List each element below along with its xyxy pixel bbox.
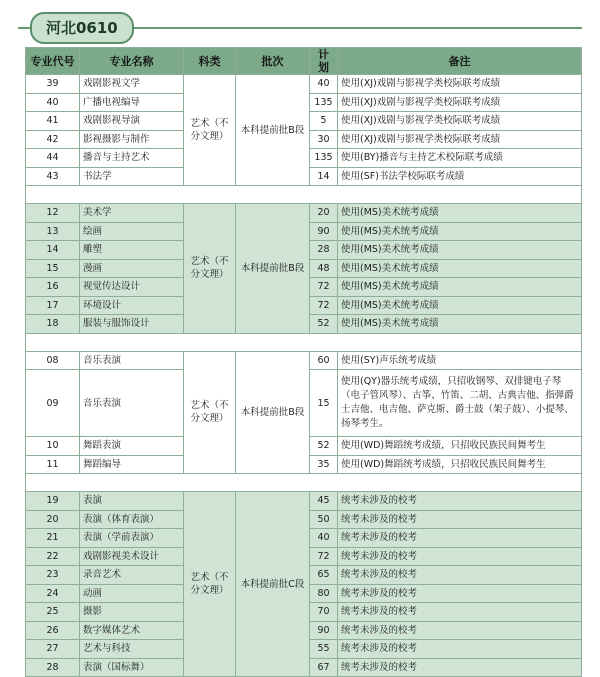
cell-name: 音乐表演: [80, 370, 184, 437]
cell-note: 使用(WD)舞蹈统考成绩，只招收民族民间舞考生: [338, 437, 582, 456]
cell-plan: 90: [310, 621, 338, 640]
cell-batch: 本科提前批C段: [236, 492, 310, 677]
cell-code: 10: [26, 437, 80, 456]
cell-note: 使用(XJ)戏剧与影视学类校际联考成绩: [338, 93, 582, 112]
cell-category: 艺术（不分文理）: [184, 75, 236, 186]
cell-code: 15: [26, 259, 80, 278]
cell-code: 44: [26, 149, 80, 168]
cell-name: 艺术与科技: [80, 640, 184, 659]
cell-name: 舞蹈表演: [80, 437, 184, 456]
cell-note: 使用(SF)书法学校际联考成绩: [338, 167, 582, 186]
table-header-row: [26, 48, 582, 75]
header-category: 科类: [184, 48, 236, 75]
cell-plan: 72: [310, 278, 338, 297]
cell-name: 动画: [80, 584, 184, 603]
cell-code: 08: [26, 351, 80, 370]
cell-note: 使用(XJ)戏剧与影视学类校际联考成绩: [338, 75, 582, 94]
cell-code: 40: [26, 93, 80, 112]
cell-code: 11: [26, 455, 80, 474]
cell-plan: 55: [310, 640, 338, 659]
cell-name: 环境设计: [80, 296, 184, 315]
cell-note: 使用(MS)美术统考成绩: [338, 296, 582, 315]
cell-code: 22: [26, 547, 80, 566]
cell-name: 录音艺术: [80, 566, 184, 585]
cell-code: 20: [26, 510, 80, 529]
cell-code: 09: [26, 370, 80, 437]
cell-note: 使用(QY)器乐统考成绩，只招收钢琴、双排键电子琴（电子管风琴）、古筝、竹笛、二胡、古典吉他、指弹爵士吉他、电吉他、萨克斯、爵士鼓（架子鼓）、小提琴、扬琴考生。: [338, 370, 582, 437]
cell-code: 42: [26, 130, 80, 149]
page-title: 河北0610: [30, 12, 134, 44]
cell-plan: 20: [310, 204, 338, 223]
header-plan: 计划: [310, 48, 338, 75]
cell-plan: 28: [310, 241, 338, 260]
cell-code: 14: [26, 241, 80, 260]
cell-category: 艺术（不分文理）: [184, 351, 236, 474]
cell-plan: 50: [310, 510, 338, 529]
cell-note: 统考未涉及的校考: [338, 547, 582, 566]
cell-category: 艺术（不分文理）: [184, 492, 236, 677]
cell-note: 统考未涉及的校考: [338, 566, 582, 585]
cell-code: 12: [26, 204, 80, 223]
admission-plan-table: [25, 47, 582, 677]
cell-plan: 30: [310, 130, 338, 149]
cell-plan: 52: [310, 315, 338, 334]
cell-code: 27: [26, 640, 80, 659]
cell-note: 统考未涉及的校考: [338, 603, 582, 622]
cell-code: 25: [26, 603, 80, 622]
cell-plan: 5: [310, 112, 338, 131]
cell-category: 艺术（不分文理）: [184, 204, 236, 334]
cell-code: 23: [26, 566, 80, 585]
cell-name: 戏剧影视文学: [80, 75, 184, 94]
spacer-row: [26, 474, 582, 492]
cell-plan: 90: [310, 222, 338, 241]
cell-name: 舞蹈编导: [80, 455, 184, 474]
cell-name: 漫画: [80, 259, 184, 278]
cell-batch: 本科提前批B段: [236, 351, 310, 474]
cell-plan: 67: [310, 658, 338, 677]
cell-code: 18: [26, 315, 80, 334]
spacer-row: [26, 333, 582, 351]
cell-name: 戏剧影视导演: [80, 112, 184, 131]
cell-code: 26: [26, 621, 80, 640]
cell-name: 表演: [80, 492, 184, 511]
cell-note: 统考未涉及的校考: [338, 658, 582, 677]
cell-note: 使用(XJ)戏剧与影视学类校际联考成绩: [338, 130, 582, 149]
cell-note: 使用(WD)舞蹈统考成绩，只招收民族民间舞考生: [338, 455, 582, 474]
spacer-row: [26, 186, 582, 204]
cell-name: 影视摄影与制作: [80, 130, 184, 149]
cell-name: 摄影: [80, 603, 184, 622]
cell-code: 43: [26, 167, 80, 186]
cell-name: 雕塑: [80, 241, 184, 260]
cell-code: 39: [26, 75, 80, 94]
cell-note: 统考未涉及的校考: [338, 640, 582, 659]
cell-name: 美术学: [80, 204, 184, 223]
cell-plan: 48: [310, 259, 338, 278]
cell-note: 使用(SY)声乐统考成绩: [338, 351, 582, 370]
cell-note: 统考未涉及的校考: [338, 529, 582, 548]
cell-note: 使用(MS)美术统考成绩: [338, 278, 582, 297]
cell-plan: 40: [310, 75, 338, 94]
cell-note: 统考未涉及的校考: [338, 510, 582, 529]
cell-note: 使用(MS)美术统考成绩: [338, 315, 582, 334]
cell-name: 数字媒体艺术: [80, 621, 184, 640]
cell-plan: 70: [310, 603, 338, 622]
cell-plan: 60: [310, 351, 338, 370]
cell-note: 使用(MS)美术统考成绩: [338, 204, 582, 223]
header-code: 专业代号: [26, 48, 80, 75]
table-row: [26, 75, 582, 94]
cell-code: 24: [26, 584, 80, 603]
cell-name: 音乐表演: [80, 351, 184, 370]
cell-code: 19: [26, 492, 80, 511]
cell-code: 21: [26, 529, 80, 548]
table-row: [26, 351, 582, 370]
cell-plan: 35: [310, 455, 338, 474]
cell-name: 表演（国标舞）: [80, 658, 184, 677]
cell-plan: 135: [310, 149, 338, 168]
cell-name: 广播电视编导: [80, 93, 184, 112]
cell-code: 28: [26, 658, 80, 677]
cell-note: 统考未涉及的校考: [338, 584, 582, 603]
cell-name: 播音与主持艺术: [80, 149, 184, 168]
cell-note: 使用(MS)美术统考成绩: [338, 222, 582, 241]
cell-plan: 52: [310, 437, 338, 456]
cell-plan: 45: [310, 492, 338, 511]
header-batch: 批次: [236, 48, 310, 75]
cell-plan: 65: [310, 566, 338, 585]
cell-name: 服装与服饰设计: [80, 315, 184, 334]
cell-plan: 40: [310, 529, 338, 548]
cell-note: 使用(XJ)戏剧与影视学类校际联考成绩: [338, 112, 582, 131]
cell-plan: 14: [310, 167, 338, 186]
cell-code: 17: [26, 296, 80, 315]
cell-plan: 15: [310, 370, 338, 437]
table-row: [26, 204, 582, 223]
cell-name: 表演（学前表演）: [80, 529, 184, 548]
cell-note: 使用(MS)美术统考成绩: [338, 259, 582, 278]
cell-plan: 72: [310, 547, 338, 566]
cell-name: 绘画: [80, 222, 184, 241]
cell-note: 使用(MS)美术统考成绩: [338, 241, 582, 260]
cell-batch: 本科提前批B段: [236, 75, 310, 186]
cell-name: 戏剧影视美术设计: [80, 547, 184, 566]
cell-code: 41: [26, 112, 80, 131]
header-name: 专业名称: [80, 48, 184, 75]
cell-note: 统考未涉及的校考: [338, 492, 582, 511]
cell-batch: 本科提前批B段: [236, 204, 310, 334]
header-note: 备注: [338, 48, 582, 75]
cell-code: 13: [26, 222, 80, 241]
table-row: [26, 492, 582, 511]
cell-plan: 135: [310, 93, 338, 112]
cell-name: 书法学: [80, 167, 184, 186]
cell-name: 表演（体育表演）: [80, 510, 184, 529]
title-bar: [0, 0, 600, 46]
cell-plan: 72: [310, 296, 338, 315]
cell-name: 视觉传达设计: [80, 278, 184, 297]
cell-note: 统考未涉及的校考: [338, 621, 582, 640]
cell-plan: 80: [310, 584, 338, 603]
cell-note: 使用(BY)播音与主持艺术校际联考成绩: [338, 149, 582, 168]
cell-code: 16: [26, 278, 80, 297]
